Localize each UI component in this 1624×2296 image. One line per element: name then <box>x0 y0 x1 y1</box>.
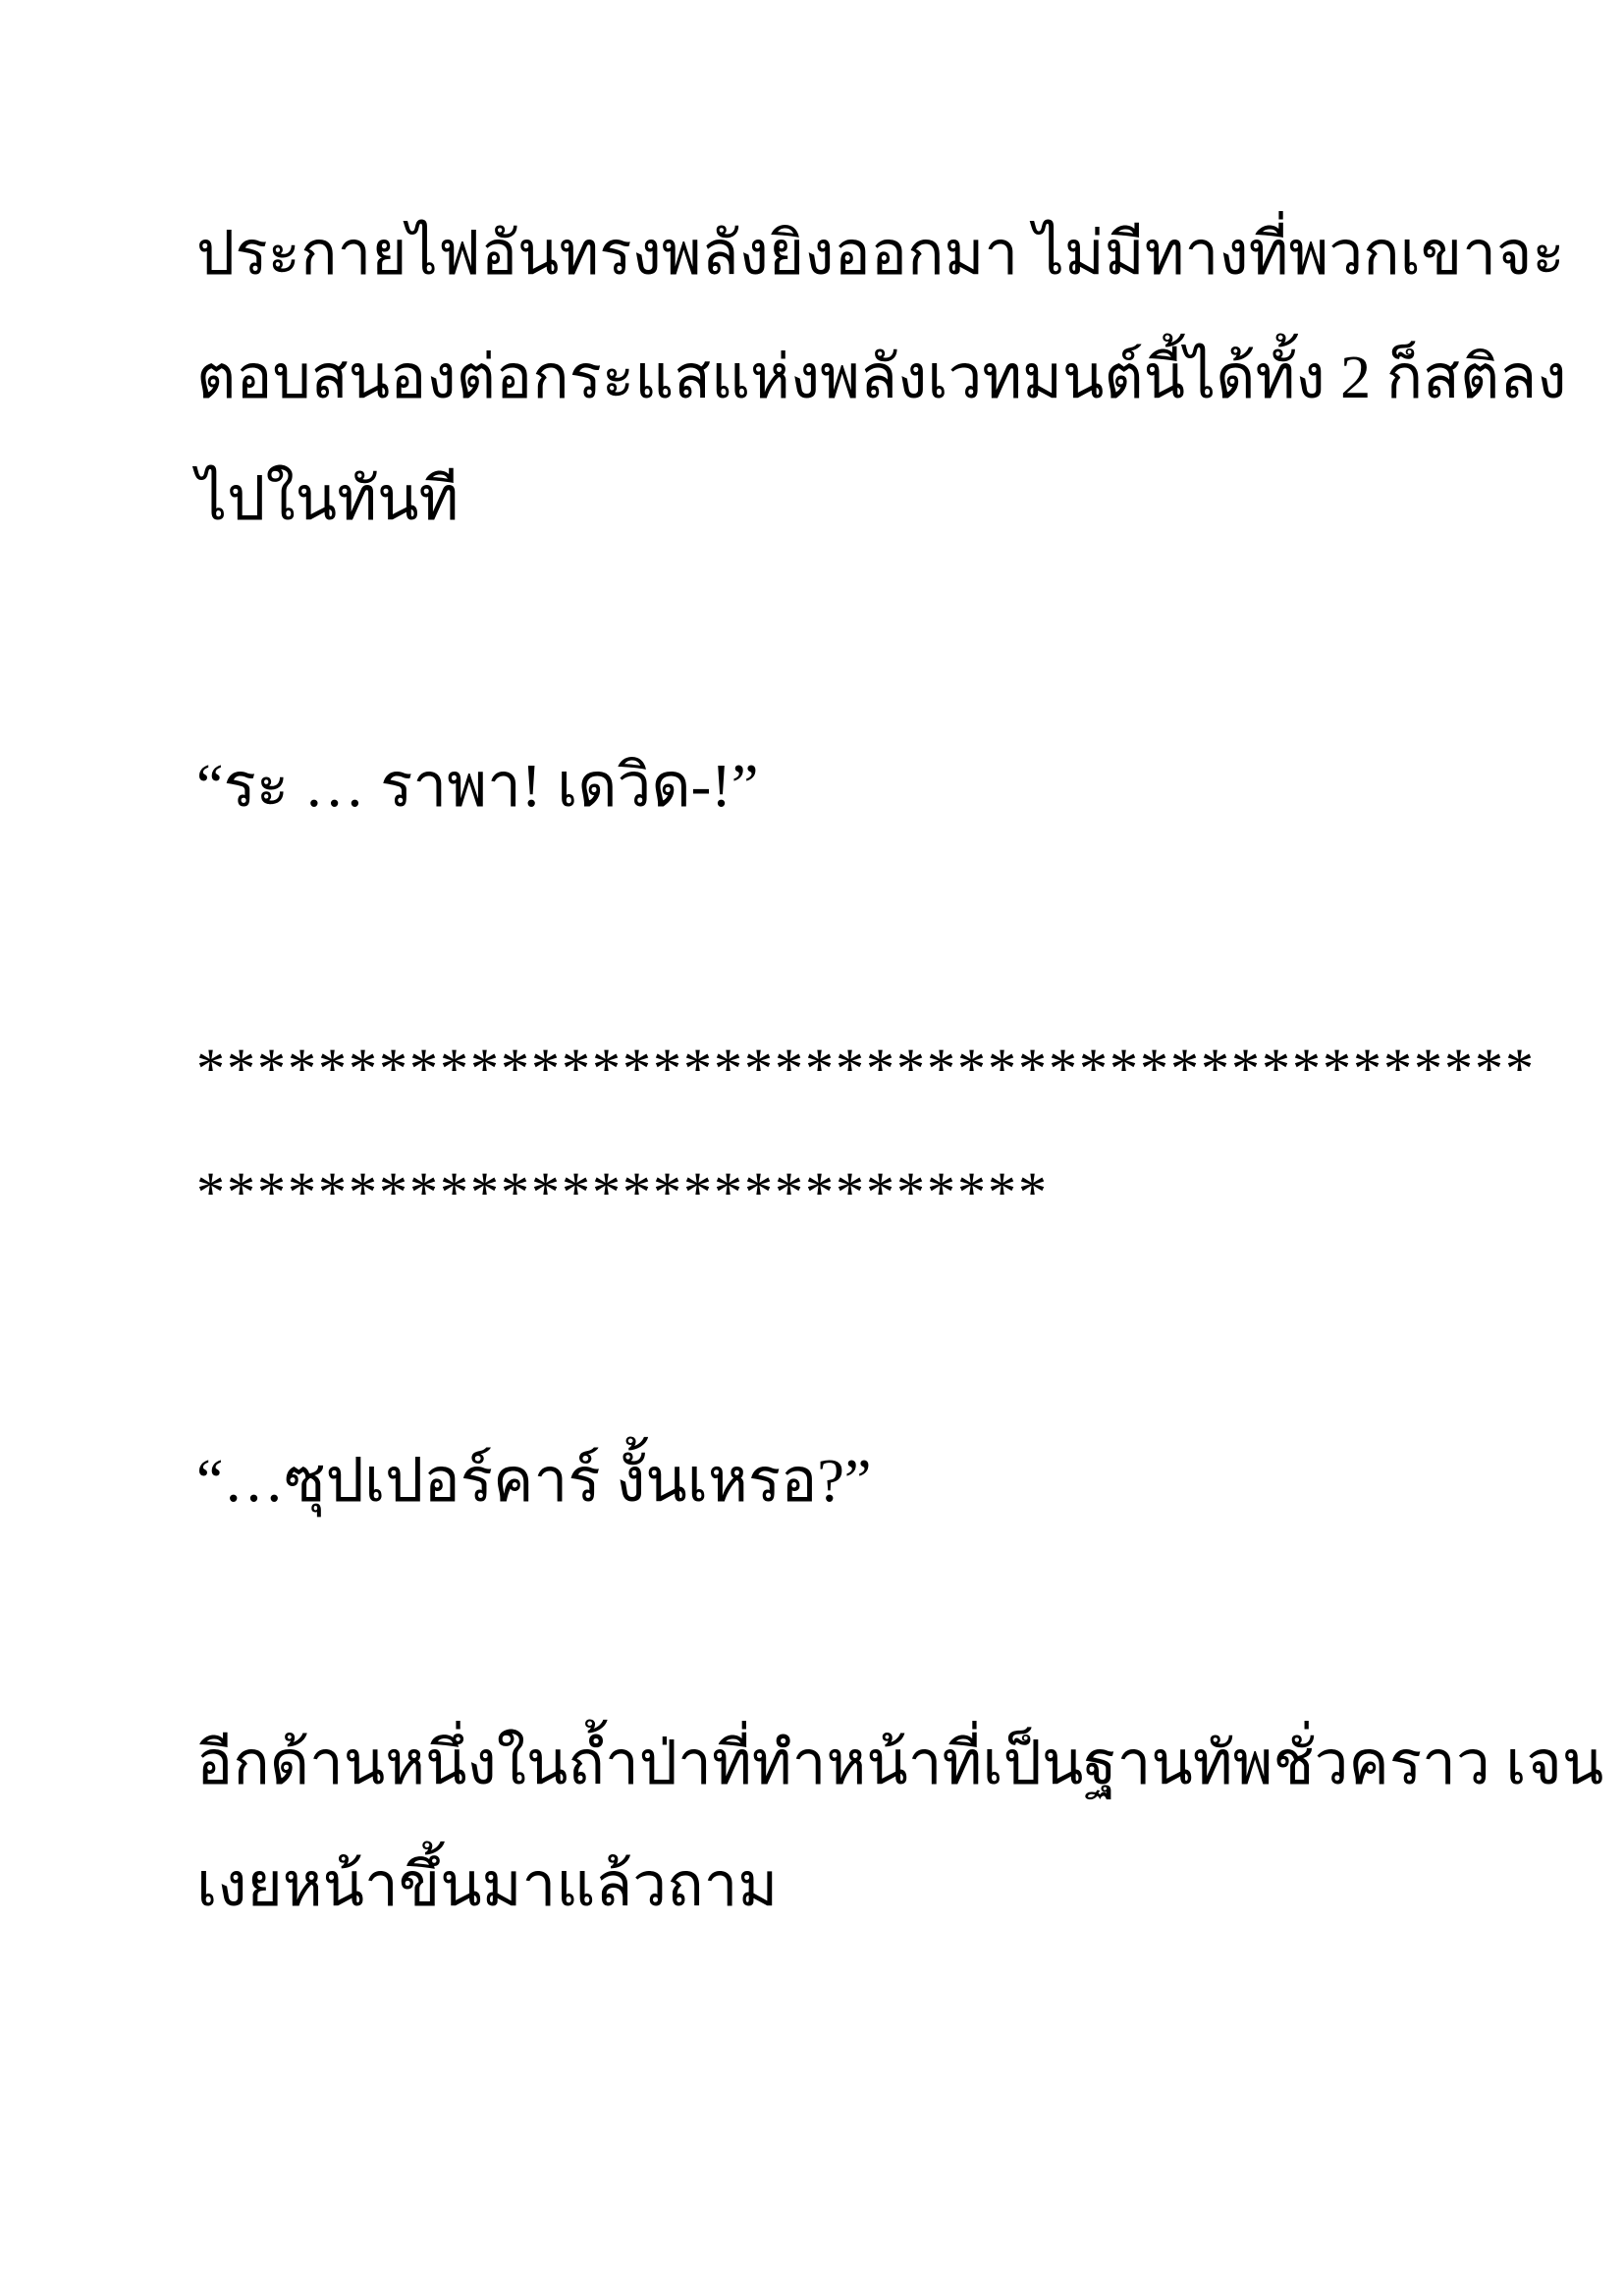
separator-line-2: **************************** <box>196 1160 1049 1224</box>
dialogue-2: “…ซุปเปอร์คาร์ งั้นเหรอ?” <box>196 1448 872 1515</box>
paragraph-1-line-3: ไปในทันที <box>196 466 460 533</box>
paragraph-2-line-2: เงยหน้าขึ้นมาแล้วถาม <box>196 1852 779 1919</box>
dialogue-1: “ระ … ราพา! เดวิด-!” <box>196 753 759 820</box>
paragraph-1-line-1: ประกายไฟอันทรงพลังยิงออกมา ไม่มีทางที่พวกเขาจะ <box>196 221 1565 288</box>
paragraph-2-line-1: อีกด้านหนึ่งในถ้ำป่าที่ทำหน้าที่เป็นฐานทัพชั่วคราว เจน <box>196 1731 1604 1797</box>
paragraph-1-line-2: ตอบสนองต่อกระแสแห่งพลังเวทมนต์นี้ได้ทั้ง 2 ก็สติลง <box>196 345 1567 411</box>
separator-line-1: ******************************************** <box>196 1037 1536 1100</box>
